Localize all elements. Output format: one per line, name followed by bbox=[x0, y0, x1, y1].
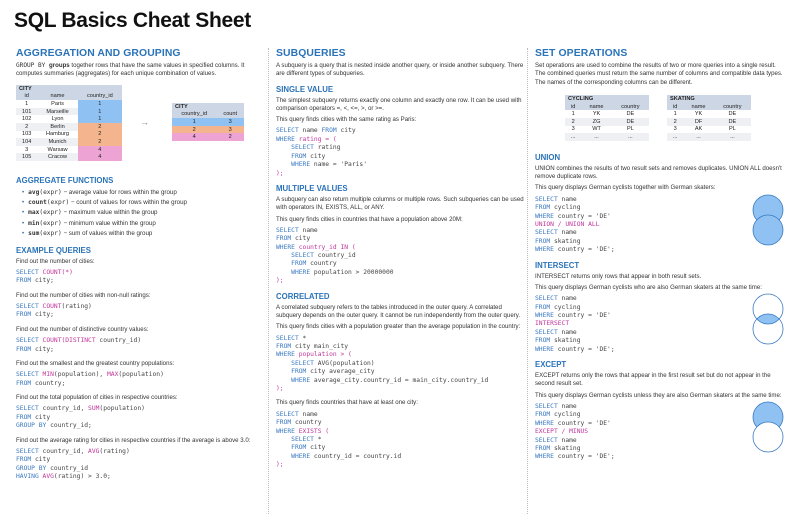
table-cell: 3 bbox=[673, 126, 677, 133]
table-row bbox=[16, 108, 122, 116]
aggregation-column bbox=[16, 48, 260, 488]
table-row bbox=[565, 118, 649, 126]
set-operations-intro: Set operations are used to combine the results of two or more queries into a single result. The combined queries must return the same number of columns and compatible data types. The names of the corresponding columns can be different. bbox=[535, 62, 783, 86]
example-desc: This query finds cities with a population greater than the average population in the country: bbox=[276, 323, 521, 331]
table-cell: 2 bbox=[216, 133, 244, 141]
code-block: SELECT country_id, AVG(rating) FROM city GROUP BY country_id HAVING AVG(rating) > 3.0; bbox=[16, 447, 130, 481]
table-cell: 4 bbox=[172, 133, 216, 141]
table-cell: 102 bbox=[22, 116, 32, 123]
table-header: id bbox=[16, 93, 37, 101]
correlated-heading: CORRELATED bbox=[276, 291, 330, 301]
table-header: country bbox=[612, 103, 649, 111]
example-desc: This query finds countries that have at least one city: bbox=[276, 399, 418, 407]
aggregation-intro: GROUP BY groups together rows that have the same values in specified columns. It computes summaries (aggregates) for each unique combination of values. bbox=[16, 62, 245, 78]
table-cell: ... bbox=[565, 133, 581, 141]
example-desc: This query displays German cyclists who are also German skaters at the same time: bbox=[535, 283, 762, 291]
example-desc: Find out the number of distinctive country values: bbox=[16, 325, 149, 333]
table-cell: Lyon bbox=[51, 116, 64, 123]
table-cell: Munich bbox=[37, 138, 77, 146]
table-cell: DE bbox=[728, 111, 737, 118]
table-row bbox=[565, 126, 649, 134]
grouped-table-name: CITY bbox=[172, 103, 244, 111]
table-cell: 1 bbox=[172, 118, 216, 126]
code-block: SELECT COUNT(rating) FROM city; bbox=[16, 303, 92, 319]
table-row bbox=[172, 126, 244, 134]
column-divider bbox=[268, 48, 269, 514]
table-header: name bbox=[683, 103, 714, 111]
page-title: SQL Basics Cheat Sheet bbox=[14, 9, 251, 32]
example-desc: Find out the average rating for cities in respective countries if the average is above 3.0: bbox=[16, 436, 251, 444]
table-cell: 1 bbox=[78, 115, 122, 123]
aggregate-function-item: • sum(expr) − sum of values within the group bbox=[22, 229, 260, 239]
table-row bbox=[16, 123, 122, 131]
table-header: count bbox=[216, 111, 244, 119]
table-cell: 1 bbox=[78, 108, 122, 116]
table-cell: YK bbox=[592, 111, 601, 118]
table-cell: 1 bbox=[673, 111, 677, 118]
union-desc: UNION combines the results of two result sets and removes duplicates. UNION ALL doesn't remove duplicate rows. bbox=[535, 164, 782, 181]
intersect-block bbox=[535, 295, 785, 354]
table-header: name bbox=[581, 103, 612, 111]
table-row bbox=[16, 115, 122, 123]
intersect-heading: INTERSECT bbox=[535, 260, 580, 270]
table-cell: ... bbox=[612, 133, 649, 141]
table-cell: YK bbox=[694, 111, 703, 118]
single-value-desc: The simplest subquery returns exactly one column and exactly one row. It can be used with comparison operators =, <, <=, >, or >=. bbox=[276, 96, 522, 112]
example-desc: This query displays German cyclists unless they are also German skaters at the same time: bbox=[535, 391, 782, 399]
table-cell: 2 bbox=[172, 126, 216, 134]
code-block: SELECT * FROM city main_city WHERE population > ( SELECT AVG(population) FROM city average_city WHERE average_city.country_id = main_city.country_id ); bbox=[276, 334, 489, 392]
column-divider bbox=[527, 48, 528, 514]
venn-circle bbox=[753, 422, 783, 452]
table-row bbox=[667, 110, 751, 118]
table-cell: DE bbox=[626, 111, 635, 118]
table-row bbox=[667, 133, 751, 141]
subqueries-intro: A subquery is a query that is nested inside another query, or inside another subquery. There are different types of subqueries. bbox=[276, 62, 524, 78]
table-header: name bbox=[37, 93, 77, 101]
table-row bbox=[16, 146, 122, 154]
example-desc: This query finds cities with the same rating as Paris: bbox=[276, 116, 417, 124]
table-cell: Hamburg bbox=[46, 131, 70, 138]
table-cell: ZG bbox=[581, 118, 612, 126]
example-desc: Find out the number of cities: bbox=[16, 257, 95, 265]
table-header: id bbox=[667, 103, 683, 111]
venn-circle bbox=[753, 215, 783, 245]
table-cell: 3 bbox=[25, 146, 29, 153]
table-cell: 2 bbox=[565, 118, 581, 126]
table-header: country_id bbox=[78, 93, 122, 101]
table-cell: 101 bbox=[16, 108, 37, 116]
aggregation-heading: AGGREGATION AND GROUPING bbox=[16, 48, 181, 59]
example-desc: Find out the number of cities with non-null ratings: bbox=[16, 291, 151, 299]
table-row bbox=[172, 118, 244, 126]
code-block: SELECT name FROM country WHERE EXISTS ( SELECT * FROM city WHERE country_id = country.id ); bbox=[276, 410, 402, 469]
table-cell: PL bbox=[728, 126, 736, 133]
aggregate-function-item: • min(expr) − minimum value within the group bbox=[22, 219, 260, 229]
table-row bbox=[16, 138, 122, 146]
union-venn-diagram bbox=[750, 192, 786, 252]
set-operations-heading: SET OPERATIONS bbox=[535, 48, 628, 59]
table-cell: Paris bbox=[51, 100, 64, 107]
correlated-desc: A correlated subquery refers to the tables introduced in the outer query. A correlated subquery depends on the outer query. It cannot be run independently from the outer query. bbox=[276, 303, 521, 319]
table-cell: 3 bbox=[216, 118, 244, 126]
city-table-name: CITY bbox=[16, 85, 122, 93]
table-cell: WT bbox=[592, 126, 601, 133]
example-queries-heading: EXAMPLE QUERIES bbox=[16, 245, 91, 255]
table-cell: Cracow bbox=[37, 153, 77, 161]
table-cell: 2 bbox=[78, 138, 122, 146]
table-cell: 103 bbox=[22, 131, 32, 138]
aggregate-function-item: • max(expr) − maximum value within the group bbox=[22, 208, 260, 218]
table-cell: DE bbox=[612, 118, 649, 126]
except-desc: EXCEPT returns only the rows that appear in the first result set but do not appear in the second result set. bbox=[535, 372, 771, 388]
aggregate-functions-list bbox=[22, 188, 260, 240]
group-by-diagram bbox=[16, 85, 260, 169]
table-cell: AK bbox=[694, 126, 703, 133]
table-cell: DF bbox=[683, 118, 714, 126]
code-block: SELECT name FROM city WHERE rating = ( SELECT rating FROM city WHERE name = 'Paris' ); bbox=[276, 127, 367, 177]
table-cell: 3 bbox=[571, 126, 575, 133]
intersect-desc: INTERSECT returns only rows that appear in both result sets. bbox=[535, 272, 702, 280]
code-block: SELECT COUNT(DISTINCT country_id) FROM city; bbox=[16, 337, 142, 353]
cycling-table bbox=[565, 103, 649, 141]
table-cell: ... bbox=[683, 133, 714, 141]
code-block: SELECT name FROM city WHERE country_id IN ( SELECT country_id FROM country WHERE population > 20000000 ); bbox=[276, 226, 394, 285]
code-block: SELECT name FROM cycling WHERE country = 'DE' EXCEPT / MINUS SELECT name FROM skating WHERE country = 'DE'; bbox=[535, 402, 615, 461]
except-block bbox=[535, 403, 785, 462]
table-row bbox=[565, 110, 649, 118]
table-row bbox=[16, 131, 122, 139]
table-cell: ... bbox=[667, 133, 683, 141]
table-cell: DE bbox=[714, 118, 751, 126]
table-cell: 104 bbox=[16, 138, 37, 146]
table-cell: 2 bbox=[78, 131, 122, 139]
code-block: SELECT name FROM cycling WHERE country = 'DE' INTERSECT SELECT name FROM skating WHERE country = 'DE'; bbox=[535, 295, 615, 353]
single-value-heading: SINGLE VALUE bbox=[276, 84, 334, 94]
multiple-values-desc: A subquery can also return multiple columns or multiple rows. Such subqueries can be used with operators IN, EXISTS, ALL, or ANY. bbox=[276, 195, 524, 212]
table-cell: 2 bbox=[667, 118, 683, 126]
table-header: id bbox=[565, 103, 581, 111]
table-cell: 3 bbox=[216, 126, 244, 134]
aggregate-function-item: • avg(expr) − average value for rows within the group bbox=[22, 188, 260, 198]
table-cell: 1 bbox=[78, 100, 122, 108]
table-row bbox=[16, 100, 122, 108]
example-desc: Find out the total population of cities in respective countries: bbox=[16, 394, 178, 402]
code-block: SELECT MIN(population), MAX(population) FROM country; bbox=[16, 371, 164, 387]
table-cell: 4 bbox=[78, 153, 122, 161]
grouped-table bbox=[172, 111, 244, 141]
set-operations-column bbox=[535, 48, 785, 468]
skating-table-name: SKATING bbox=[667, 95, 751, 103]
table-header: country bbox=[714, 103, 751, 111]
table-cell: 2 bbox=[16, 123, 37, 131]
table-cell: 1 bbox=[571, 111, 575, 118]
table-cell: ... bbox=[714, 133, 751, 141]
table-cell: 105 bbox=[16, 153, 37, 161]
table-row bbox=[667, 118, 751, 126]
intersect-venn-diagram bbox=[750, 291, 786, 351]
arrow-icon: → bbox=[140, 116, 149, 127]
table-cell: 2 bbox=[78, 123, 122, 131]
cycling-table-name: CYCLING bbox=[565, 95, 649, 103]
example-desc: This query finds cities in countries that have a population above 20M: bbox=[276, 215, 463, 223]
table-cell: PL bbox=[626, 126, 634, 133]
subqueries-heading: SUBQUERIES bbox=[276, 48, 346, 59]
table-row bbox=[16, 153, 122, 161]
table-header: country_id bbox=[172, 111, 216, 119]
table-row bbox=[172, 133, 244, 141]
table-row bbox=[667, 126, 751, 134]
except-heading: EXCEPT bbox=[535, 360, 567, 370]
aggregate-functions-heading: AGGREGATE FUNCTIONS bbox=[16, 175, 114, 185]
code-block: SELECT country_id, SUM(population) FROM city GROUP BY country_id; bbox=[16, 405, 145, 430]
table-cell: ... bbox=[581, 133, 612, 141]
table-cell: 4 bbox=[78, 146, 122, 154]
example-desc: This query displays German cyclists together with German skaters: bbox=[535, 184, 716, 192]
example-desc: Find out the smallest and the greatest country populations: bbox=[16, 359, 175, 367]
skating-table bbox=[667, 103, 751, 141]
aggregate-function-item: • count(expr) − count of values for rows within the group bbox=[22, 198, 260, 208]
table-cell: Marseille bbox=[37, 108, 77, 116]
union-heading: UNION bbox=[535, 152, 561, 162]
code-block: SELECT name FROM cycling WHERE country = 'DE' UNION / UNION ALL SELECT name FROM skating WHERE country = 'DE'; bbox=[535, 195, 615, 254]
except-venn-diagram bbox=[750, 399, 786, 459]
subqueries-column bbox=[276, 48, 524, 476]
set-tables bbox=[535, 95, 785, 147]
multiple-values-heading: MULTIPLE VALUES bbox=[276, 183, 348, 193]
city-table bbox=[16, 93, 122, 161]
table-cell: Berlin bbox=[37, 123, 77, 131]
table-cell: Warsaw bbox=[47, 146, 68, 153]
union-block bbox=[535, 196, 785, 255]
table-cell: 1 bbox=[25, 100, 29, 107]
code-block: SELECT COUNT(*) FROM city; bbox=[16, 268, 73, 285]
table-row bbox=[565, 133, 649, 141]
